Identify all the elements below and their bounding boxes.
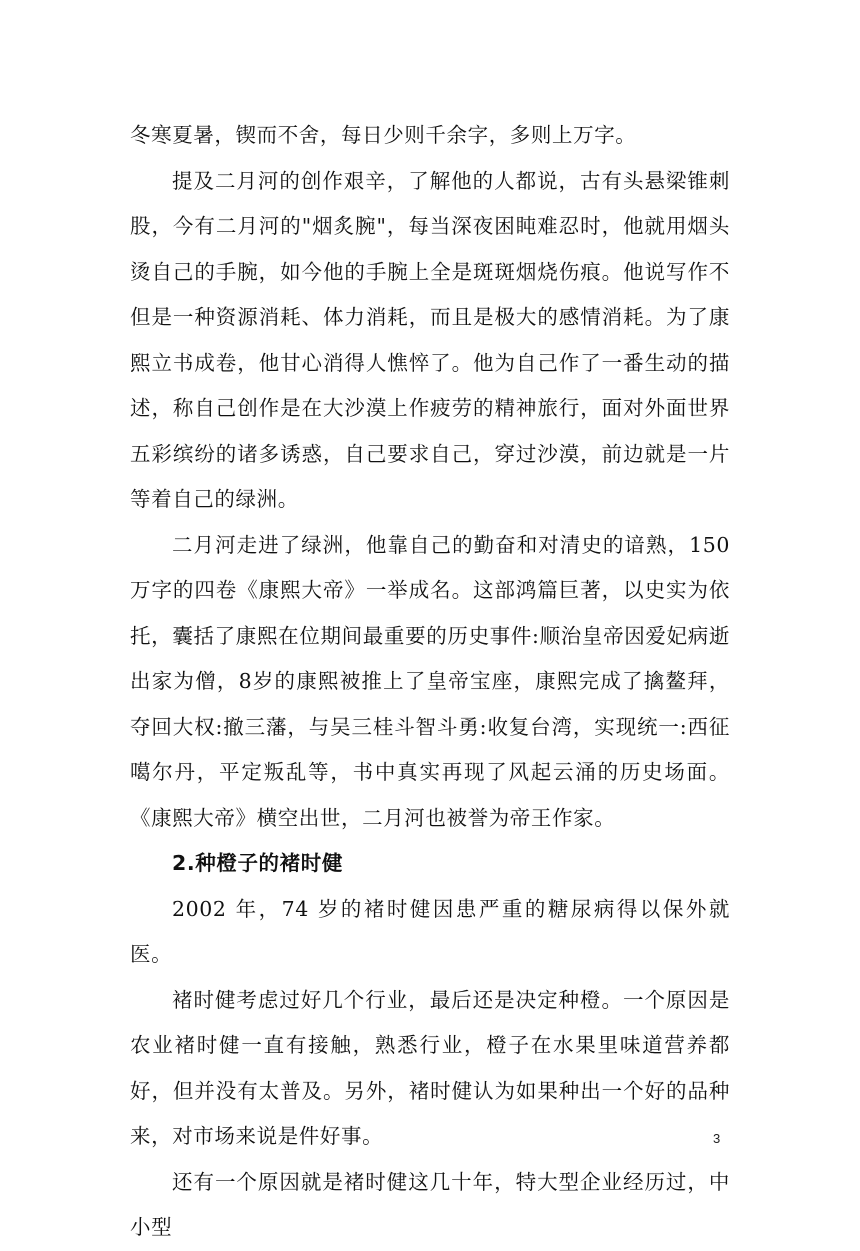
paragraph: 还有一个原因就是褚时健这几十年，特大型企业经历过，中小型 [130,1169,730,1239]
paragraph: 冬寒夏暑，锲而不舍，每日少则千余字，多则上万字。 [130,123,637,147]
section-heading: 2.种橙子的褚时健 [172,851,343,875]
paragraph: 二月河走进了绿洲，他靠自己的勤奋和对清史的谙熟，150 万字的四卷《康熙大帝》一举成名。这部鸿篇巨著，以史实为依托，囊括了康熙在位期间最重要的历史事件:顺治皇帝因爱妃病逝出家为僧，8岁的康熙被推上了皇帝宝座，康熙完成了擒鳌拜，夺回大权:撤三藩，与吴三桂斗智斗勇:收复台湾，实现统一:西征噶尔丹，平定叛乱等，书中真实再现了风起云涌的历史场面。《康熙大帝》横空出世，二月河也被誉为帝王作家。 [130,532,730,830]
paragraph: 提及二月河的创作艰辛，了解他的人都说，古有头悬梁锥刺股，今有二月河的"烟炙腕"，每当深夜困盹难忍时，他就用烟头烫自己的手腕，如今他的手腕上全是斑斑烟烧伤痕。他说写作不但是一种资源消耗、体力消耗，而且是极大的感情消耗。为了康熙立书成卷，他甘心消得人憔悴了。他为自己作了一番生动的描述，称自己创作是在大沙漠上作疲劳的精神旅行，面对外面世界五彩缤纷的诸多诱惑，自己要求自己，穿过沙漠，前边就是一片等着自己的绿洲。 [130,168,730,511]
paragraph: 2002 年，74 岁的褚时健因患严重的糖尿病得以保外就医。 [130,896,730,966]
paragraph: 褚时健考虑过好几个行业，最后还是决定种橙。一个原因是农业褚时健一直有接触，熟悉行业，橙子在水果里味道营养都好，但并没有太普及。另外，褚时健认为如果种出一个好的品种来，对市场来说是件好事。 [130,987,730,1148]
document-body [130,113,730,1251]
page-number: 3 [713,1131,721,1146]
